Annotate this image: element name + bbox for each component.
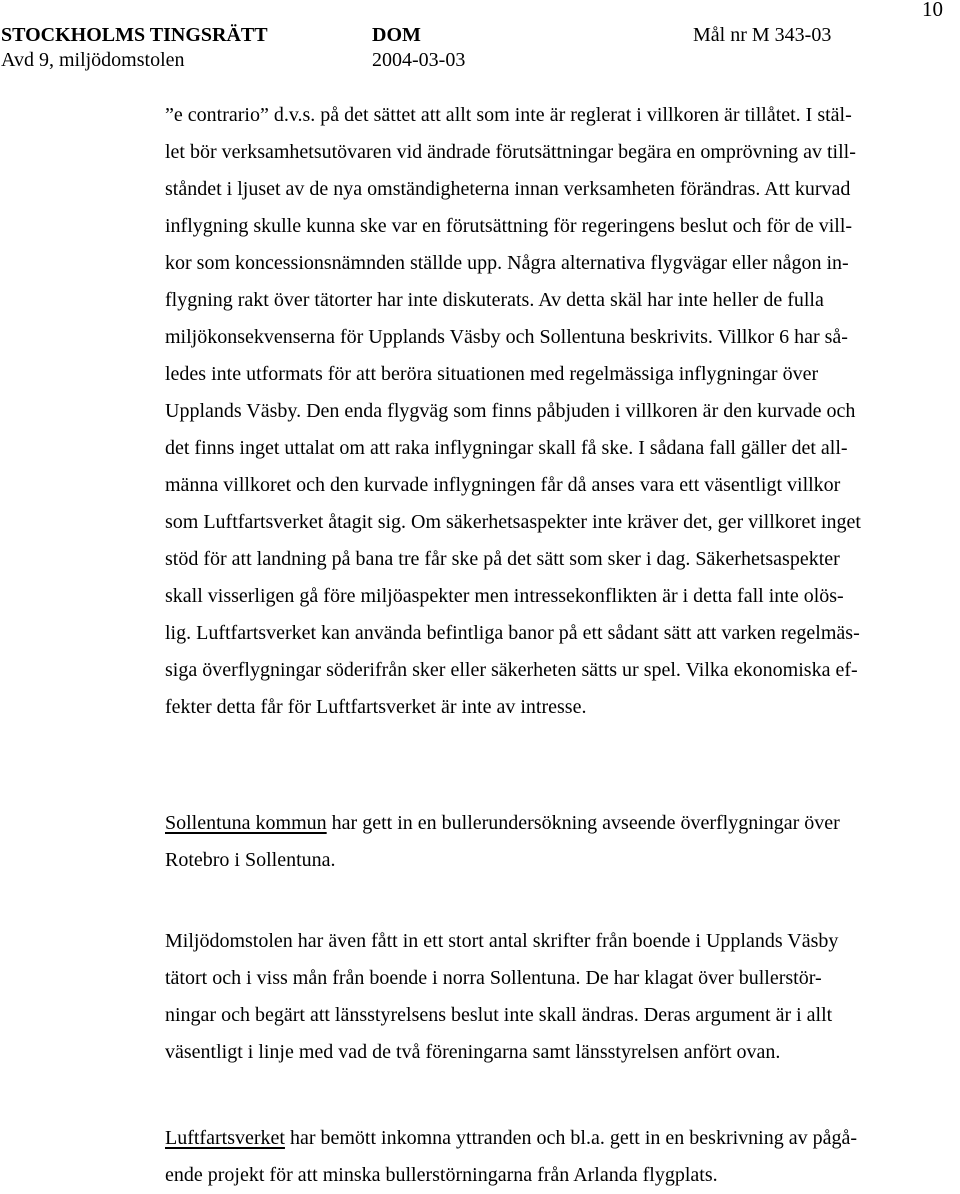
text-line: ståndet i ljuset av de nya omständigheterna innan verksamheten förändras. Att kurvad xyxy=(165,178,851,200)
text-line: let bör verksamhetsutövaren vid ändrade förutsättningar begära en omprövning av till- xyxy=(165,141,856,163)
text-line: Upplands Väsby. Den enda flygväg som finns påbjuden i villkoren är den kurvade och xyxy=(165,400,856,422)
text-line: stöd för att landning på bana tre får ske på det sätt som sker i dag. Säkerhetsaspekter xyxy=(165,548,840,570)
text-fragment: har gett in en bullerundersökning avseende överflygningar över xyxy=(326,812,840,834)
division: Avd 9, miljödomstolen xyxy=(1,49,185,71)
text-line: flygning rakt över tätorter har inte diskuterats. Av detta skäl har inte heller de fulla xyxy=(165,289,824,311)
text-line: kor som koncessionsnämnden ställde upp. Några alternativa flygvägar eller någon in- xyxy=(165,252,849,274)
text-line: ende projekt för att minska bullerstörningarna från Arlanda flygplats. xyxy=(165,1164,718,1186)
case-number: Mål nr M 343-03 xyxy=(693,24,832,46)
text-line: väsentligt i linje med vad de två föreningarna samt länsstyrelsen anfört ovan. xyxy=(165,1041,781,1063)
text-line xyxy=(165,805,955,842)
paragraph-1 xyxy=(165,97,955,726)
court-name: STOCKHOLMS TINGSRÄTT xyxy=(1,24,268,46)
text-line: ”e contrario” d.v.s. på det sättet att allt som inte är reglerat i villkoren är tillåtet. I stäl- xyxy=(165,104,852,126)
text-line: ledes inte utformats för att beröra situationen med regelmässiga inflygningar över xyxy=(165,363,819,385)
paragraph-3 xyxy=(165,923,955,1071)
text-line: skall visserligen gå före miljöaspekter men intressekonflikten är i detta fall inte olös- xyxy=(165,585,844,607)
document-date: 2004-03-03 xyxy=(372,49,466,71)
text-line: ningar och begärt att länsstyrelsens beslut inte skall ändras. Deras argument är i allt xyxy=(165,1004,833,1026)
party-name: Sollentuna kommun xyxy=(165,812,327,834)
party-name: Luftfartsverket xyxy=(165,1127,285,1149)
text-line xyxy=(165,1120,955,1157)
document-header xyxy=(0,24,960,76)
page-number: 10 xyxy=(922,0,943,21)
text-fragment: har bemött inkomna yttranden och bl.a. gett in en beskrivning av pågå- xyxy=(284,1127,858,1149)
text-line: det finns inget uttalat om att raka inflygningar skall få ske. I sådana fall gäller det all- xyxy=(165,437,848,459)
paragraph-4 xyxy=(165,1120,955,1194)
paragraph-2 xyxy=(165,805,955,879)
text-line: siga överflygningar söderifrån sker eller säkerheten sätts ur spel. Vilka ekonomiska ef- xyxy=(165,659,858,681)
text-line: Rotebro i Sollentuna. xyxy=(165,849,336,871)
document-type: DOM xyxy=(372,24,421,46)
text-line: som Luftfartsverket åtagit sig. Om säkerhetsaspekter inte kräver det, ger villkoret inget xyxy=(165,511,861,533)
text-line: fekter detta får för Luftfartsverket är inte av intresse. xyxy=(165,696,587,718)
text-line: tätort och i viss mån från boende i norra Sollentuna. De har klagat över bullerstör- xyxy=(165,967,822,989)
text-line: männa villkoret och den kurvade inflygningen får då anses vara ett väsentligt villkor xyxy=(165,474,841,496)
text-line: lig. Luftfartsverket kan använda befintliga banor på ett sådant sätt att varken regelmäs- xyxy=(165,622,860,644)
text-line: inflygning skulle kunna ske var en förutsättning för regeringens beslut och för de vill- xyxy=(165,215,853,237)
text-line: miljökonsekvenserna för Upplands Väsby och Sollentuna beskrivits. Villkor 6 har så- xyxy=(165,326,848,348)
text-line: Miljödomstolen har även fått in ett stort antal skrifter från boende i Upplands Väsby xyxy=(165,930,839,952)
